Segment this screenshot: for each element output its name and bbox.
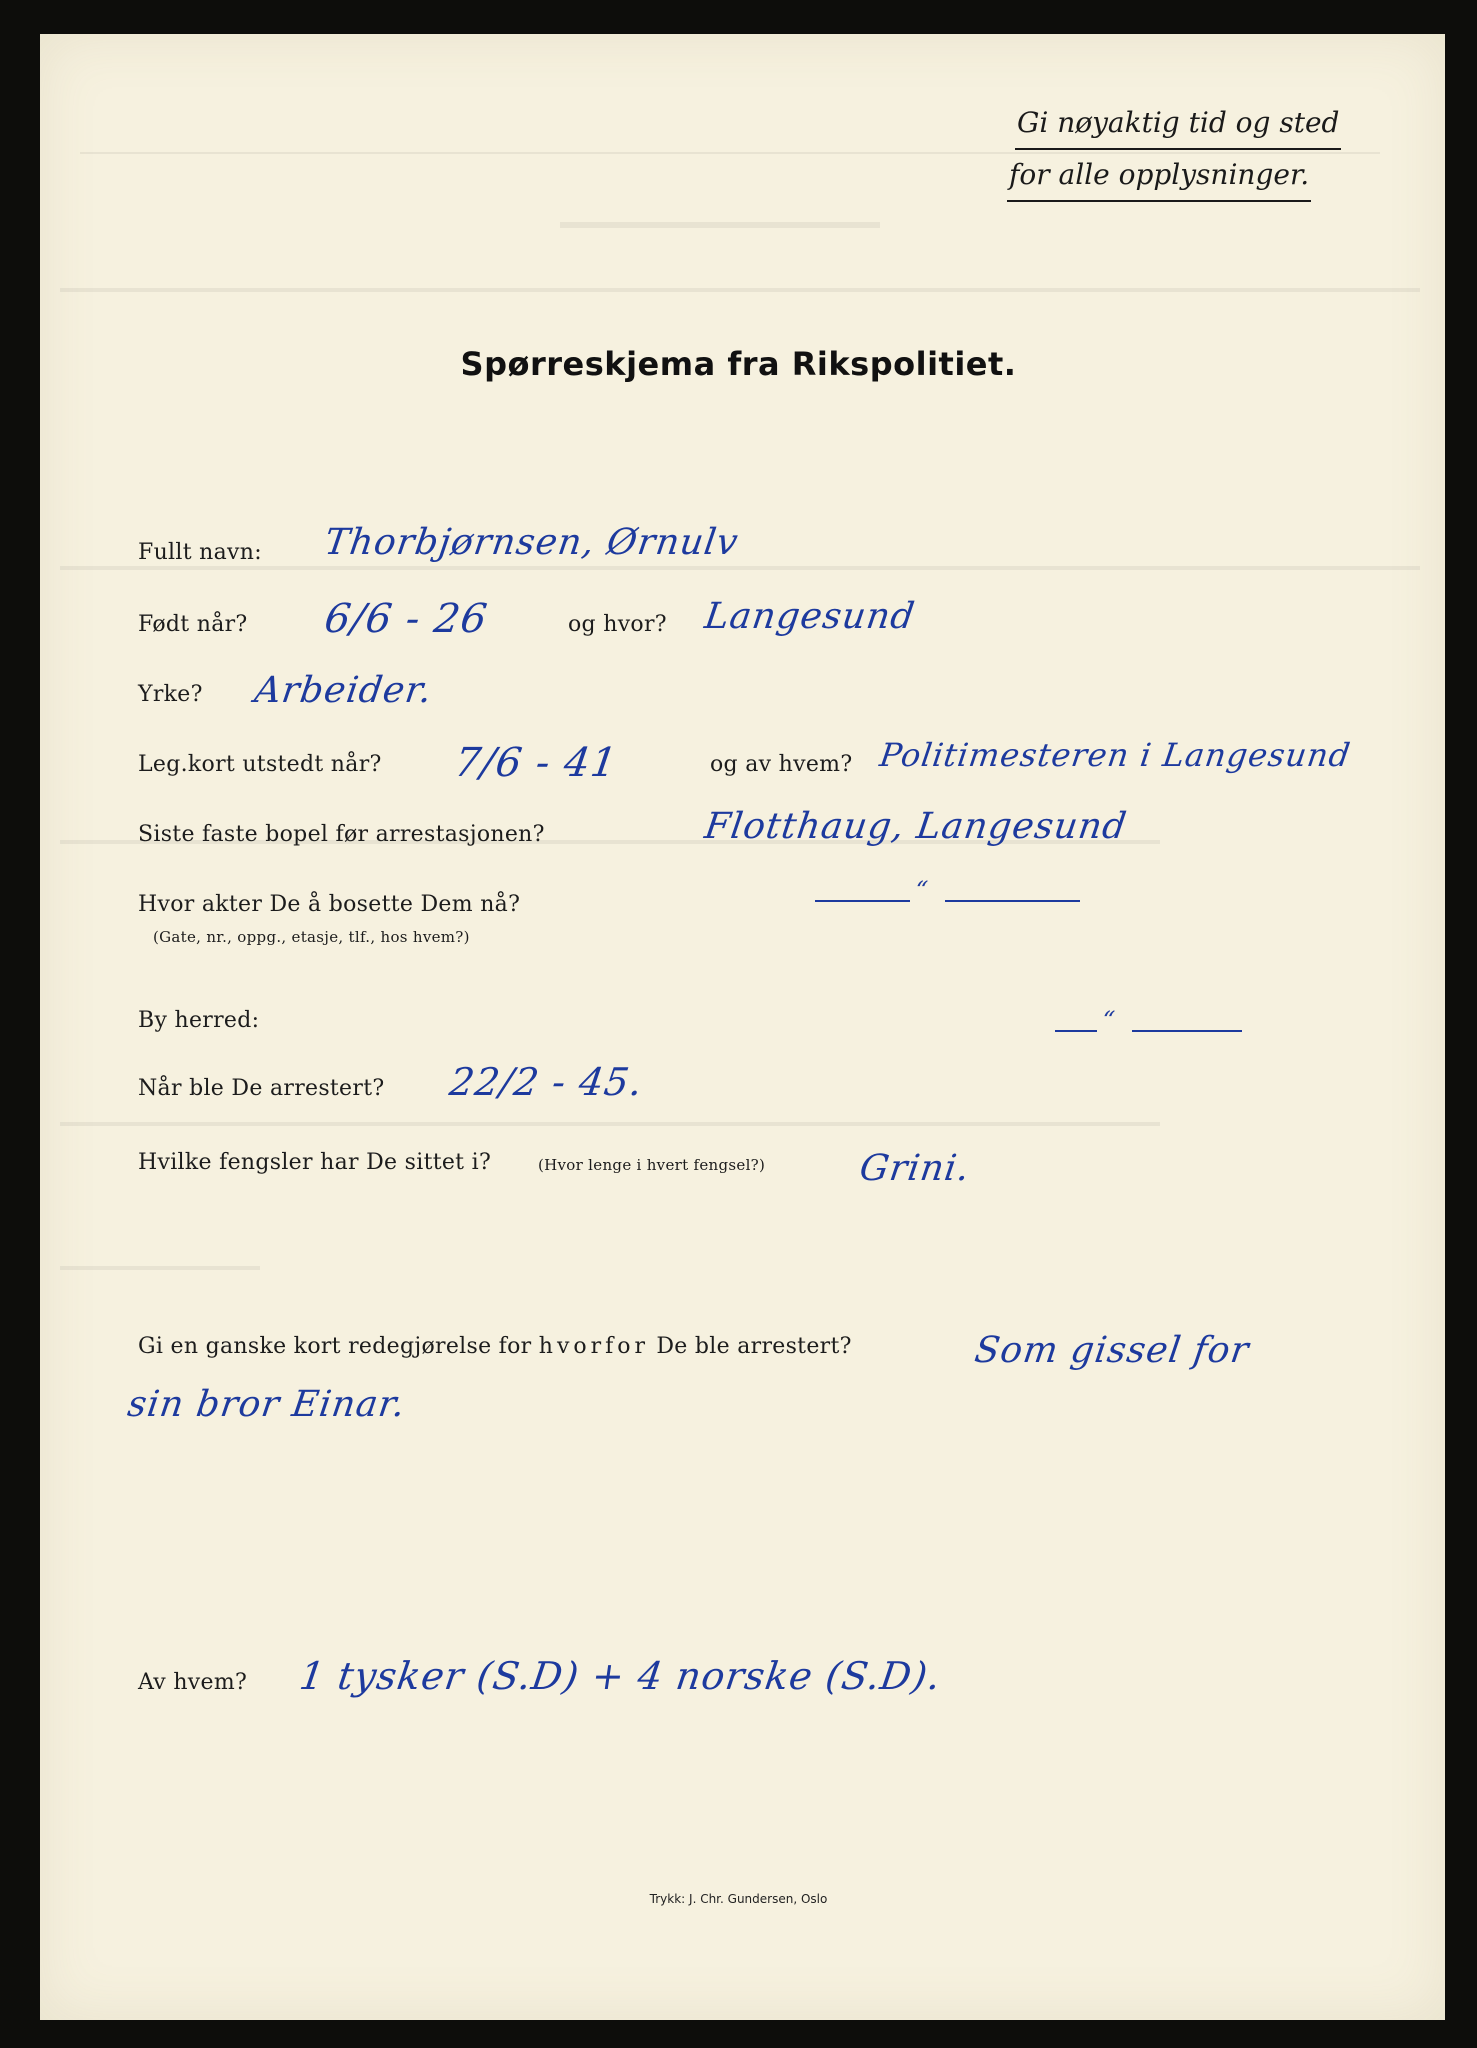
instruction-line-1: Gi nøyaktig tid og sted [1015, 98, 1341, 150]
residence-value: Flotthaug, Langesund [702, 806, 1130, 847]
name-label: Fullt navn: [138, 540, 262, 565]
by-whom-label: Av hvem? [138, 1670, 248, 1695]
idcard-label: Leg.kort utstedt når? [138, 752, 382, 777]
occupation-value: Arbeider. [252, 670, 436, 711]
bleed-through-line [60, 1266, 260, 1270]
bleed-through-line [60, 566, 1420, 570]
reason-label-emphasis: hvorfor [538, 1334, 650, 1359]
bleed-through-line [60, 1122, 1160, 1126]
ditto-dash-left [815, 900, 910, 902]
idcard-by-label: og av hvem? [710, 752, 853, 777]
reason-value-line2: sin bror Einar. [125, 1384, 409, 1425]
municipality-value: “ [1100, 1006, 1118, 1034]
name-value: Thorbjørnsen, Ørnulv [322, 522, 742, 563]
occupation-label: Yrke? [138, 682, 203, 707]
prisons-label: Hvilke fengsler har De sittet i? [138, 1150, 492, 1175]
bleed-through-line [60, 288, 1420, 292]
by-whom-value: 1 tysker (S.D) + 4 norske (S.D). [296, 1654, 945, 1698]
ditto-dash-right [1132, 1030, 1242, 1032]
born-value: 6/6 - 26 [321, 596, 491, 642]
reason-label-part1: Gi en ganske kort redegjørelse for [138, 1334, 532, 1359]
settle-sublabel: (Gate, nr., oppg., etasje, tlf., hos hvem?) [153, 928, 470, 946]
printer-imprint: Trykk: J. Chr. Gundersen, Oslo [649, 1892, 828, 1906]
form-title: Spørreskjema fra Rikspolitiet. [460, 345, 1017, 383]
reason-value-line1: Som gissel for [972, 1330, 1252, 1371]
ditto-dash-left [1055, 1030, 1097, 1032]
bleed-through-line [560, 222, 880, 228]
arrested-value: 22/2 - 45. [446, 1060, 646, 1104]
ditto-dash-right [945, 900, 1080, 902]
instruction-line-2: for alle opplysninger. [1007, 150, 1311, 202]
arrested-label: Når ble De arrestert? [138, 1076, 385, 1101]
idcard-value: 7/6 - 41 [451, 740, 621, 786]
instruction-box [1007, 98, 1347, 202]
settle-label: Hvor akter De å bosette Dem nå? [138, 892, 521, 917]
reason-label [138, 1334, 852, 1359]
idcard-by-value: Politimesteren i Langesund [877, 736, 1354, 774]
reason-label-part3: De ble arrestert? [656, 1334, 852, 1359]
born-where-label: og hvor? [568, 612, 667, 637]
born-label: Født når? [138, 612, 248, 637]
municipality-label: By herred: [138, 1008, 260, 1033]
prisons-sublabel: (Hvor lenge i hvert fengsel?) [538, 1156, 766, 1174]
settle-value: “ [913, 876, 931, 904]
prisons-value: Grini. [857, 1148, 973, 1189]
born-where-value: Langesund [702, 596, 918, 637]
residence-label: Siste faste bopel før arrestasjonen? [138, 822, 545, 847]
